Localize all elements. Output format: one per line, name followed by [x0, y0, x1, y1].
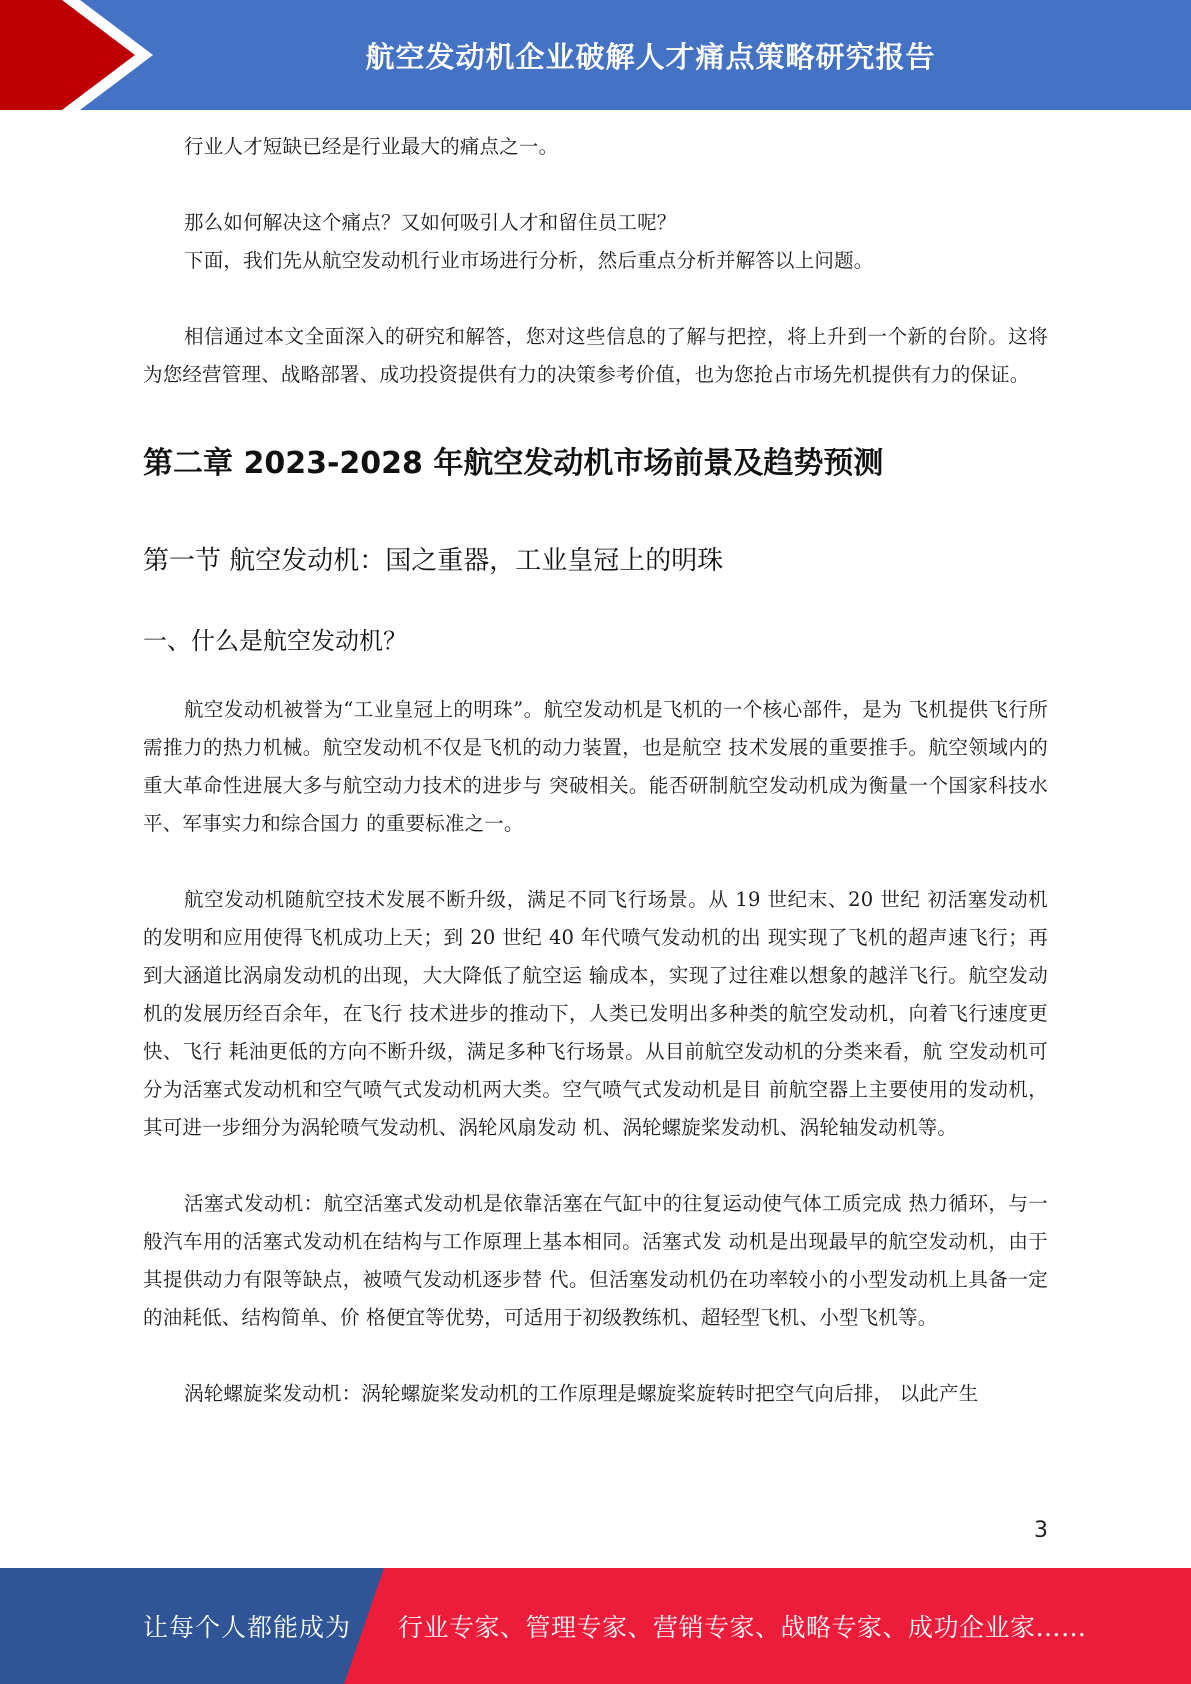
- footer-banner: [0, 1568, 1191, 1684]
- intro-paragraph-2: 那么如何解决这个痛点？又如何吸引人才和留住员工呢？: [184, 211, 677, 234]
- subsection-heading: 一、什么是航空发动机？: [143, 627, 407, 655]
- body-paragraph-1: 航空发动机被誉为“工业皇冠上的明珠”。航空发动机是飞机的一个核心部件，是为 飞机提供飞行所需推力的热力机械。航空发动机不仅是飞机的动力装置，也是航空 技术发展的重要推手。航空领域内的重大革命性进展大多与航空动力技术的进步与 突破相关。能否研制航空发动机成为衡量一个国家科技水平、军事实力和综合国力 的重要标准之一。: [143, 698, 1048, 835]
- body-paragraph-4: 涡轮螺旋桨发动机：涡轮螺旋桨发动机的工作原理是螺旋桨旋转时把空气向后排， 以此产生: [184, 1382, 979, 1405]
- footer-slogan-right: 行业专家、管理专家、营销专家、战略专家、成功企业家……: [398, 1613, 1087, 1642]
- body-paragraph-2: 航空发动机随航空技术发展不断升级，满足不同飞行场景。从 19 世纪末、20 世纪 初活塞发动机的发明和应用使得飞机成功上天；到 20 世纪 40 年代喷气发动机的出 现实现了飞机的超声速飞行；再到大涵道比涡扇发动机的出现，大大降低了航空运 输成本，实现了过往难以想象的越洋飞行。航空发动机的发展历经百余年，在飞行 技术进步的推动下，人类已发明出多种类的航空发动机，向着飞行速度更快、飞行 耗油更低的方向不断升级，满足多种飞行场景。从目前航空发动机的分类来看，航 空发动机可分为活塞式发动机和空气喷气式发动机两大类。空气喷气式发动机是目 前航空器上主要使用的发动机，其可进一步细分为涡轮喷气发动机、涡轮风扇发动 机、涡轮螺旋桨发动机、涡轮轴发动机等。: [143, 888, 1048, 1139]
- header-bar: [0, 0, 1191, 110]
- intro-paragraph-4: 相信通过本文全面深入的研究和解答，您对这些信息的了解与把控，将上升到一个新的台阶。这将为您经营管理、战略部署、成功投资提供有力的决策参考价值，也为您抢占市场先机提供有力的保证。: [143, 325, 1048, 386]
- body-paragraph-3: 活塞式发动机：航空活塞式发动机是依靠活塞在气缸中的往复运动使气体工质完成 热力循环，与一般汽车用的活塞式发动机在结构与工作原理上基本相同。活塞式发 动机是出现最早的航空发动机，由于其提供动力有限等缺点，被喷气发动机逐步替 代。但活塞发动机仍在功率较小的小型发动机上具备一定的油耗低、结构简单、价 格便宜等优势，可适用于初级教练机、超轻型飞机、小型飞机等。: [143, 1192, 1048, 1329]
- chapter-heading: 第二章 2023-2028 年航空发动机市场前景及趋势预测: [143, 446, 884, 481]
- page-content: [143, 128, 1048, 1413]
- footer-slogan-left: 让每个人都能成为: [143, 1613, 352, 1642]
- intro-paragraph-3: 下面，我们先从航空发动机行业市场进行分析，然后重点分析并解答以上问题。: [184, 249, 874, 272]
- intro-paragraph-1: 行业人才短缺已经是行业最大的痛点之一。: [184, 135, 559, 158]
- page-number: 3: [1034, 1518, 1048, 1543]
- document-title: 航空发动机企业破解人才痛点策略研究报告: [365, 39, 936, 74]
- section-heading: 第一节 航空发动机：国之重器，工业皇冠上的明珠: [143, 546, 724, 576]
- header-arrow-decoration: [0, 0, 160, 110]
